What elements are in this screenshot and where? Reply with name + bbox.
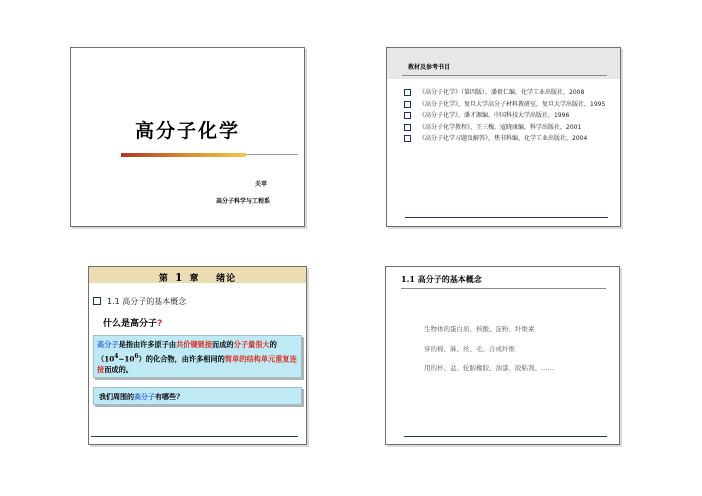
section-heading — [93, 296, 186, 307]
term-polymer: 高分子 — [97, 340, 119, 349]
def-part: 是指由许多原子由 — [118, 340, 177, 349]
reference-item — [404, 123, 609, 133]
def-part: ~10 — [118, 353, 135, 363]
chapter-suffix: 章 — [189, 274, 200, 284]
exponent: 6 — [134, 352, 139, 360]
term-polymer: 高分子 — [134, 392, 155, 401]
chapter-number: 1 — [174, 271, 184, 284]
checkbox-bullet-icon — [404, 112, 411, 119]
author-name: 关苹 — [255, 181, 268, 188]
definition-box — [93, 335, 302, 378]
slide-title — [70, 47, 305, 227]
footer-rule — [91, 436, 298, 437]
slide-title-text: 1.1 高分子的基本概念 — [401, 274, 482, 284]
q2-part: 有哪些? — [155, 392, 181, 401]
question-text: 什么是高分子 — [103, 319, 158, 329]
q2-part: 我们周围的 — [99, 392, 134, 401]
checkbox-bullet-icon — [404, 89, 411, 96]
checkbox-bullet-icon — [93, 297, 101, 305]
term-covalent-bond: 共价键链接 — [176, 340, 213, 349]
footer-rule — [404, 436, 607, 437]
department-name: 高分子科学与工程系 — [216, 198, 271, 205]
checkbox-bullet-icon — [404, 124, 411, 131]
chapter-prefix: 第 — [158, 274, 169, 284]
def-part: 而成的。 — [104, 365, 133, 375]
checkbox-bullet-icon — [404, 101, 411, 108]
reference-text: 《高分子化学》（第四版），潘祖仁编，化学工业出版社，2008 — [419, 89, 585, 96]
course-title: 高分子化学 — [134, 120, 240, 142]
example-line: 生物体的蛋白质、核酸、淀粉、纤维素 — [424, 325, 535, 333]
term-repeat-units: 简单的结构单元重复连接 — [97, 353, 297, 375]
term-high-mw: 分子量很大 — [233, 340, 270, 349]
title-gradient-bar — [121, 153, 246, 157]
reference-item — [404, 88, 609, 98]
exponent: 4 — [114, 352, 119, 360]
def-part: 而成的 — [212, 340, 234, 349]
example-line: 用的杯、盆、轮胎橡胶、油漆、胶粘剂、…… — [424, 364, 554, 372]
section-text: 1.1 高分子的基本概念 — [107, 297, 187, 306]
example-line: 穿的棉、麻、丝、毛、合成纤维 — [424, 345, 515, 353]
question-mark: ? — [157, 319, 163, 329]
header-divider — [402, 75, 607, 76]
title-gray-line — [246, 154, 298, 155]
reference-list — [404, 88, 609, 146]
header-divider — [401, 288, 606, 289]
footer-rule — [405, 217, 608, 218]
question2-text — [99, 392, 180, 402]
chapter-name: 绪论 — [216, 274, 237, 284]
reference-text: 《高分子化学习题及解答》，焦书科编，化学工业出版社，2004 — [419, 135, 588, 142]
chapter-title — [89, 271, 306, 284]
reference-text: 《高分子化学》，潘才源编，中国科技大学出版社，1996 — [419, 112, 570, 119]
def-part: 的（10 — [97, 340, 277, 363]
definition-text — [97, 339, 299, 376]
reference-item — [404, 100, 609, 110]
slide-basic-concepts — [385, 266, 620, 445]
question-heading — [103, 316, 162, 329]
checkbox-bullet-icon — [404, 135, 411, 142]
references-heading: 教材及参考书目 — [408, 64, 451, 71]
reference-item — [404, 134, 609, 144]
reference-text: 《高分子化学》，复旦大学高分子材料教研室，复旦大学出版社，1995 — [419, 100, 606, 108]
question-box — [93, 387, 302, 405]
reference-text: 《高分子化学教程》，王三槐、寇晓康编，科学出版社，2001 — [419, 123, 582, 131]
slide-chapter-1 — [88, 266, 307, 445]
def-part: ）的化合物，由许多相同的 — [138, 353, 225, 363]
slide-references — [386, 47, 621, 227]
reference-item — [404, 111, 609, 121]
